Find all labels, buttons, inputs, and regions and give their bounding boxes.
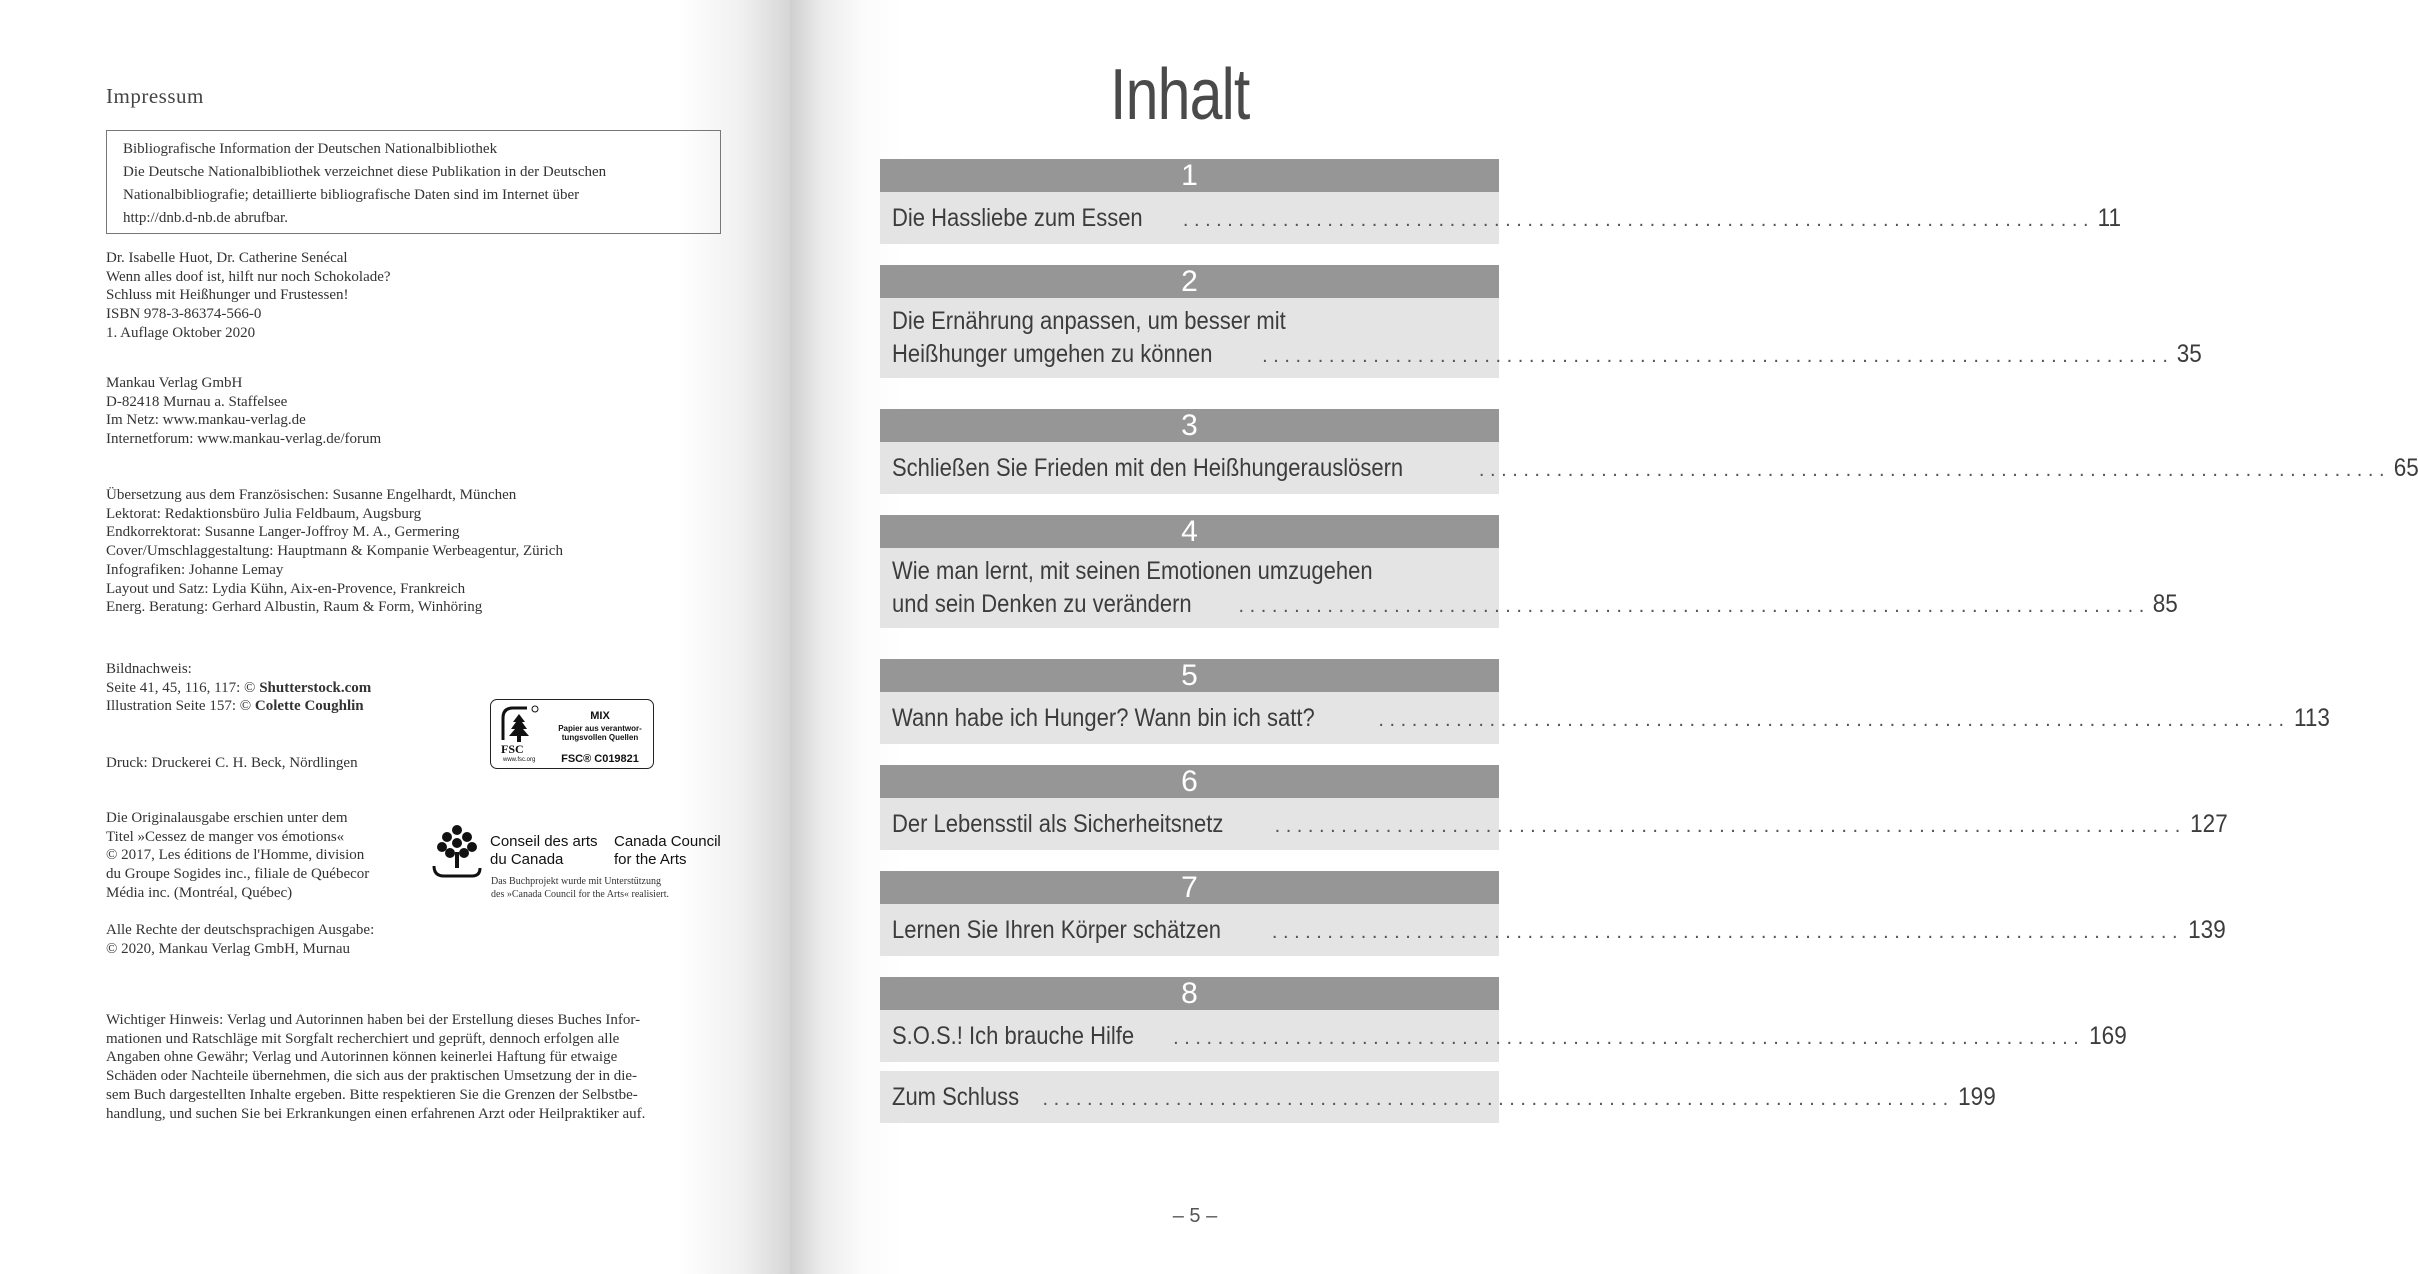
toc-chapter-8[interactable] xyxy=(880,977,2127,1062)
toc-chapter-3[interactable] xyxy=(880,409,2418,494)
credit-line: Übersetzung aus dem Französischen: Susanne Engelhardt, München xyxy=(106,487,517,503)
image-credit-prefix: Illustration Seite 157: © xyxy=(106,698,255,715)
original-line: Titel »Cessez de manger vos émotions« xyxy=(106,828,345,845)
image-credit-source: Colette Coughlin xyxy=(254,698,364,715)
fsc-mix-label: MIX xyxy=(590,710,610,722)
notice-label: Wichtiger Hinweis: xyxy=(106,1012,224,1028)
bibliographic-info-box xyxy=(106,130,721,234)
notice-line: Verlag und Autorinnen haben bei der Erstellung dieses Buches Infor- xyxy=(223,1012,641,1028)
publisher-line: Im Netz: www.mankau-verlag.de xyxy=(106,412,306,429)
toc-chapter-1[interactable] xyxy=(880,159,2121,244)
closing-title: Zum Schluss xyxy=(892,1083,1020,1111)
fsc-logo xyxy=(490,699,654,769)
canada-support-note xyxy=(491,875,669,901)
original-edition-info xyxy=(106,809,369,903)
authors: Dr. Isabelle Huot, Dr. Catherine Senécal xyxy=(106,250,348,266)
image-credit-line xyxy=(106,697,371,716)
chapter-title: S.O.S.! Ich brauche Hilfe xyxy=(892,1022,1135,1050)
notice-line: Schäden oder Nachteile übernehmen, die sich aus der praktischen Umsetzung der in die- xyxy=(106,1068,638,1085)
chapter-title: Die Hassliebe zum Essen xyxy=(892,204,1143,232)
notice-line: sem Buch dargestellten Inhalte ergeben. Bitte respektieren Sie die Grenzen der Selbstbe- xyxy=(106,1086,638,1103)
canada-en-line: Canada Council xyxy=(614,833,721,850)
fsc-description xyxy=(549,724,651,742)
chapter-page: 113 xyxy=(2294,704,2330,732)
leader-dots xyxy=(1269,800,2187,852)
edition: 1. Auflage Oktober 2020 xyxy=(106,324,256,341)
original-line: du Groupe Sogides inc., filiale de Québecor xyxy=(106,866,370,883)
toc-chapter-4[interactable] xyxy=(880,515,2179,628)
toc-closing[interactable] xyxy=(880,1071,1996,1123)
credit-line: Energ. Beratung: Gerhard Albustin, Raum & Form, Winhöring xyxy=(106,599,483,616)
chapter-page: 127 xyxy=(2190,810,2229,838)
chapter-title: Schließen Sie Frieden mit den Heißhungerauslösern xyxy=(892,454,1404,482)
chapter-title: Der Lebensstil als Sicherheitsnetz xyxy=(892,810,1224,838)
canada-fr-line: du Canada xyxy=(490,851,564,868)
isbn: ISBN 978-3-86374-566-0 xyxy=(106,306,262,323)
image-credit-prefix: Seite 41, 45, 116, 117: © xyxy=(106,679,260,696)
leader-dots xyxy=(1256,336,2174,376)
rights-info xyxy=(106,921,374,958)
biblio-line: Die Deutsche Nationalbibliothek verzeichnet diese Publikation in der Deutschen xyxy=(123,164,607,180)
notice-line: mationen und Ratschläge mit Sorgfalt recherchiert und geprüft, dennoch erfolgen alle xyxy=(106,1030,620,1047)
credit-line: Lektorat: Redaktionsbüro Julia Feldbaum, Augsburg xyxy=(106,505,422,522)
notice-line: Angaben ohne Gewähr; Verlag und Autorinnen können keinerlei Haftung für etwaige xyxy=(106,1049,618,1066)
credit-line: Layout und Satz: Lydia Kühn, Aix-en-Provence, Frankreich xyxy=(106,580,466,597)
fsc-license-code: FSC® C019821 xyxy=(561,753,639,765)
biblio-line: http://dnb.d-nb.de abrufbar. xyxy=(123,210,288,226)
chapter-page: 11 xyxy=(2097,204,2121,232)
publisher-line: Mankau Verlag GmbH xyxy=(106,375,243,391)
original-line: © 2017, Les éditions de l'Homme, division xyxy=(106,847,365,864)
page-number: – 5 – xyxy=(1172,1205,1218,1227)
impressum-heading: Impressum xyxy=(106,84,204,108)
book-info xyxy=(106,249,391,343)
toc-chapter-6[interactable] xyxy=(880,765,2229,850)
chapter-page: 35 xyxy=(2176,340,2202,368)
fsc-tree-icon xyxy=(497,704,541,744)
publisher-line: D-82418 Murnau a. Staffelsee xyxy=(106,393,288,410)
rights-line: © 2020, Mankau Verlag GmbH, Murnau xyxy=(106,940,350,957)
canada-council-fr xyxy=(490,833,598,869)
leader-dots xyxy=(1473,444,2391,496)
image-credits xyxy=(106,660,371,716)
chapter-page: 139 xyxy=(2187,916,2226,944)
biblio-line: Nationalbibliografie; detaillierte bibliografische Daten sind im Internet über xyxy=(123,187,580,203)
chapter-number: 7 xyxy=(880,871,1499,904)
chapter-title: Wann habe ich Hunger? Wann bin ich satt? xyxy=(892,704,1315,732)
biblio-line: Bibliografische Information der Deutschen Nationalbibliothek xyxy=(123,141,498,157)
canada-council-logo-icon xyxy=(430,822,484,878)
publisher-info xyxy=(106,374,381,449)
book-title: Wenn alles doof ist, hilft nur noch Schokolade? xyxy=(106,268,391,285)
canada-en-line: for the Arts xyxy=(614,851,687,868)
original-line: Die Originalausgabe erschien unter dem xyxy=(106,810,348,826)
credit-line: Cover/Umschlaggestaltung: Hauptmann & Kompanie Werbeagentur, Zürich xyxy=(106,543,563,560)
canada-note-line: Das Buchprojekt wurde mit Unterstützung xyxy=(491,876,661,887)
chapter-title: Wie man lernt, mit seinen Emotionen umzugehen xyxy=(892,557,1373,585)
leader-dots xyxy=(1167,1012,2085,1064)
image-credits-label: Bildnachweis: xyxy=(106,661,192,677)
fsc-wordmark: FSC xyxy=(501,742,524,756)
notice-line: handlung, und suchen Sie bei Erkrankungen einen erfahrenen Arzt oder Heilpraktiker auf. xyxy=(106,1105,646,1122)
chapter-page: 85 xyxy=(2153,590,2179,618)
chapter-title: Lernen Sie Ihren Körper schätzen xyxy=(892,916,1221,944)
important-notice xyxy=(106,1011,645,1123)
credit-line: Endkorrektorat: Susanne Langer-Joffroy M. A., Germering xyxy=(106,524,460,541)
chapter-page: 65 xyxy=(2393,454,2418,482)
credits-list xyxy=(106,486,563,617)
chapter-page: 169 xyxy=(2089,1022,2127,1050)
rights-line: Alle Rechte der deutschsprachigen Ausgabe: xyxy=(106,922,375,938)
toc-chapter-7[interactable] xyxy=(880,871,2226,956)
closing-page: 199 xyxy=(1958,1083,1996,1111)
leader-dots xyxy=(1036,1073,1954,1125)
chapter-title: Die Ernährung anpassen, um besser mit xyxy=(892,307,1286,335)
image-credit-source: Shutterstock.com xyxy=(259,679,372,696)
canada-fr-line: Conseil des arts xyxy=(490,833,598,850)
printer-info: Druck: Druckerei C. H. Beck, Nördlingen xyxy=(106,755,358,771)
chapter-number: 5 xyxy=(880,659,1499,692)
chapter-number: 2 xyxy=(880,265,1499,298)
toc-chapter-5[interactable] xyxy=(880,659,2330,744)
publisher-line: Internetforum: www.mankau-verlag.de/forum xyxy=(106,431,382,448)
original-line: Média inc. (Montréal, Québec) xyxy=(106,884,293,901)
chapter-number: 3 xyxy=(880,409,1499,442)
image-credit-line xyxy=(106,679,371,698)
chapter-title-cont: und sein Denken zu verändern xyxy=(892,590,1192,618)
toc-chapter-2[interactable] xyxy=(880,265,2202,378)
chapter-number: 6 xyxy=(880,765,1499,798)
credit-line: Infografiken: Johanne Lemay xyxy=(106,561,284,578)
toc-title: Inhalt xyxy=(1110,55,1250,135)
canada-note-line: des »Canada Council for the Arts« realisiert. xyxy=(491,889,670,900)
fsc-desc-line: Papier aus verantwor- xyxy=(558,724,642,733)
leader-dots xyxy=(1372,694,2290,746)
chapter-number: 1 xyxy=(880,159,1499,192)
book-subtitle: Schluss mit Heißhunger und Frustessen! xyxy=(106,287,349,304)
left-page xyxy=(0,0,790,1274)
chapter-number: 4 xyxy=(880,515,1499,548)
fsc-site: www.fsc.org xyxy=(503,757,536,763)
fsc-desc-line: tungsvollen Quellen xyxy=(561,733,639,742)
leader-dots xyxy=(1266,906,2184,958)
leader-dots xyxy=(1177,194,2095,246)
chapter-title-cont: Heißhunger umgehen zu können xyxy=(892,340,1213,368)
chapter-number: 8 xyxy=(880,977,1499,1010)
canada-council-en xyxy=(614,833,721,869)
